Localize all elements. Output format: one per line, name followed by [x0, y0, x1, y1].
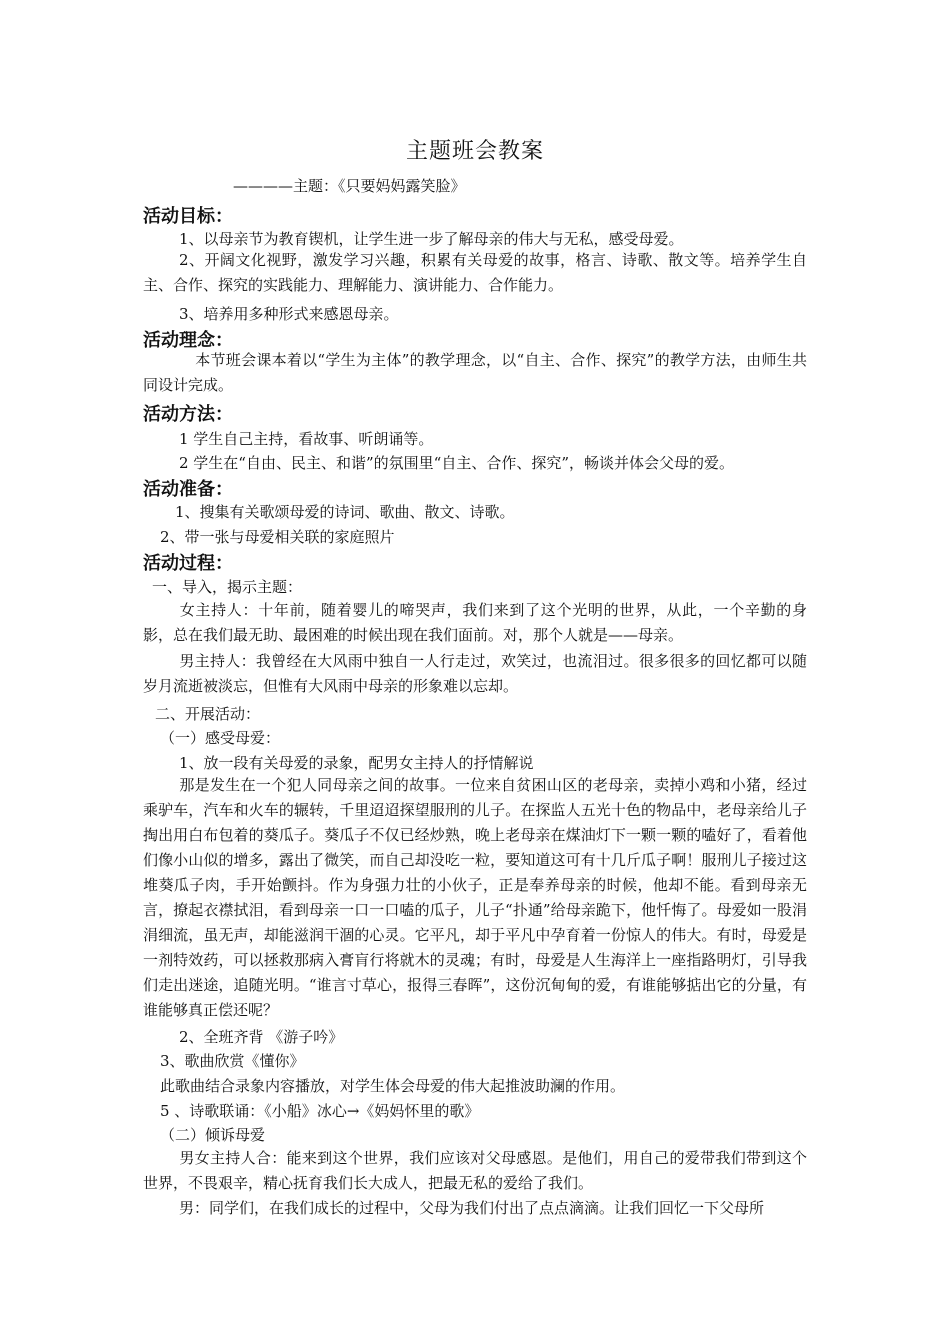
item-3-description: 此歌曲结合录象内容播放，对学生体会母爱的伟大起推波助澜的作用。	[160, 1077, 626, 1095]
subsection-express: （二）倾诉母爱	[160, 1126, 266, 1144]
method-1: 1 学生自己主持，看故事、听朗诵等。	[179, 430, 434, 448]
item-5: 5 、诗歌联诵：《小船》冰心→《妈妈怀里的歌》	[160, 1102, 480, 1120]
heading-goals: 活动目标：	[143, 206, 233, 227]
goal-1: 1、以母亲节为教育锲机，让学生进一步了解母亲的伟大与无私，感受母爱。	[179, 230, 684, 248]
document-subtitle: ————主题：《只要妈妈露笑脸》	[233, 177, 466, 195]
heading-prep: 活动准备：	[143, 479, 233, 500]
both-hosts-text: 男女主持人合：能来到这个世界，我们应该对父母感恩。是他们，用自己的爱带我们带到这个世界，不畏艰辛，精心抚育我们长大成人，把最无私的爱给了我们。	[143, 1149, 807, 1192]
heading-method: 活动方法：	[143, 404, 233, 425]
heading-process: 活动过程：	[143, 553, 233, 574]
item-2: 2、全班齐背 《游子吟》	[179, 1028, 344, 1046]
subsection-feel: （一）感受母爱：	[160, 729, 281, 747]
goal-3: 3、培养用多种形式来感恩母亲。	[179, 305, 399, 323]
male-host-text: 男主持人：我曾经在大风雨中独自一人行走过，欢笑过，也流泪过。很多很多的回忆都可以随岁月流逝被淡忘，但惟有大风雨中母亲的形象难以忘却。	[143, 652, 807, 695]
section-intro: 一、导入，揭示主题：	[152, 578, 303, 596]
item-3: 3、歌曲欣赏《懂你》	[160, 1052, 305, 1070]
section-activities: 二、开展活动：	[155, 705, 261, 723]
story-paragraph: 那是发生在一个犯人同母亲之间的故事。一位来自贫困山区的老母亲，卖掉小鸡和小猪，经过乘驴车，汽车和火车的辗转，千里迢迢探望服刑的儿子。在探监人五光十色的物品中，老母亲给儿子掏出用白布包着的葵瓜子。葵瓜子不仅已经炒熟，晚上老母亲在煤油灯下一颗一颗的嗑好了，看着他们像小山似的增多，露出了微笑，而自己却没吃一粒，要知道这可有十几斤瓜子啊！服刑儿子接过这堆葵瓜子肉，手开始颤抖。作为身强力壮的小伙子，正是奉养母亲的时候，他却不能。看到母亲无言，撩起衣襟拭泪，看到母亲一口一口嗑的瓜子，儿子“扑通”给母亲跪下，他忏悔了。母爱如一股涓涓细流，虽无声，却能滋润干涸的心灵。它平凡，却于平凡中孕育着一份惊人的伟大。有时，母爱是一剂特效药，可以拯救那病入膏肓行将就木的灵魂；有时，母爱是人生海洋上一座指路明灯，引导我们走出迷途，追随光明。“谁言寸草心，报得三春晖”，这份沉甸甸的爱，有谁能够掂出它的分量，有谁能够真正偿还呢？	[143, 776, 807, 1019]
item-1: 1、放一段有关母爱的录象，配男女主持人的抒情解说	[179, 754, 534, 772]
document-title: 主题班会教案	[405, 139, 544, 164]
heading-concept: 活动理念：	[143, 330, 233, 351]
goal-2: 2、开阔文化视野，激发学习兴趣，积累有关母爱的故事，格言、诗歌、散文等。培养学生自主、合作、探究的实践能力、理解能力、演讲能力、合作能力。	[143, 251, 807, 294]
prep-2: 2、带一张与母爱相关联的家庭照片	[160, 528, 395, 546]
method-2: 2 学生在“自由、民主、和谐”的氛围里“自主、合作、探究”，畅谈并体会父母的爱。	[179, 454, 734, 472]
male-text: 男：同学们，在我们成长的过程中，父母为我们付出了点点滴滴。让我们回忆一下父母所	[179, 1199, 765, 1217]
female-host-text: 女主持人：十年前，随着婴儿的啼哭声，我们来到了这个光明的世界，从此，一个辛勤的身影，总在我们最无助、最困难的时候出现在我们面前。对，那个人就是——母亲。	[143, 601, 807, 644]
concept-text: 本节班会课本着以“学生为主体”的教学理念，以“自主、合作、探究”的教学方法，由师生共同设计完成。	[143, 351, 807, 394]
prep-1: 1、搜集有关歌颂母爱的诗词、歌曲、散文、诗歌。	[175, 503, 515, 521]
